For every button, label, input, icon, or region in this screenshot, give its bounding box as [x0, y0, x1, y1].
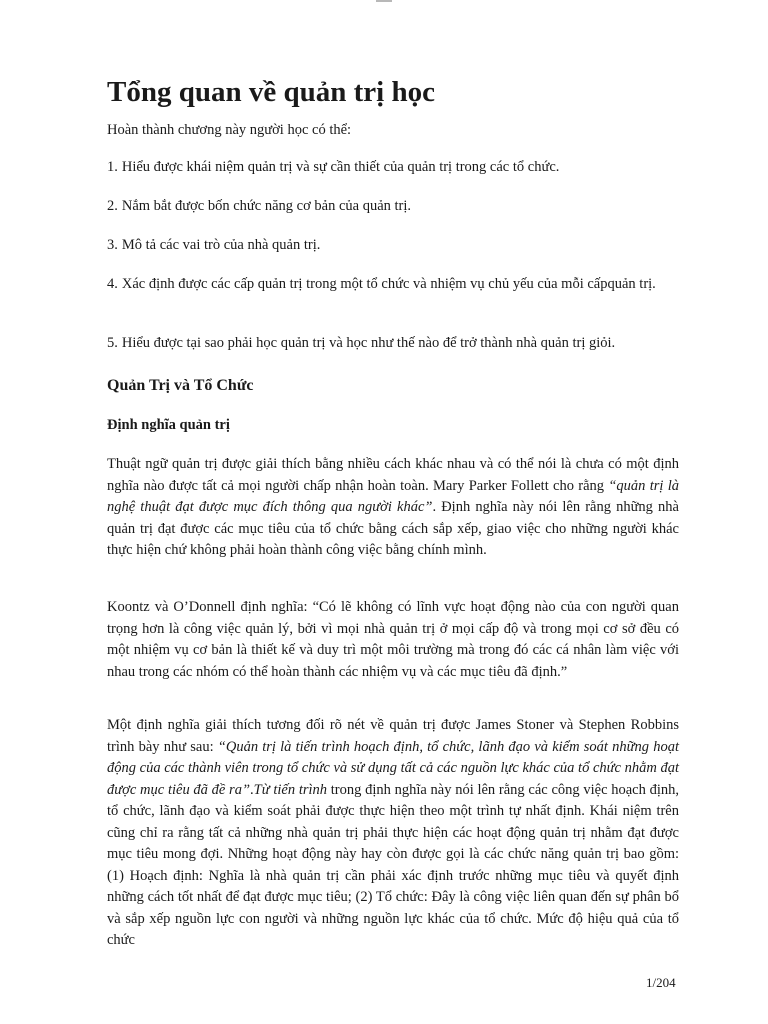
objective-number: 5. — [107, 335, 118, 351]
section-heading: Quản Trị và Tổ Chức — [107, 377, 254, 394]
paragraph-1-text-end: . Định nghĩa này nói lên rằng những nhà quản trị đạt được các mục tiêu của tổ chức bằng cách sắp xếp, giao việc cho những người khác thực hiện chứ không phải hoàn thành công việc bằng chính mình. — [107, 499, 679, 558]
intro-text: Hoàn thành chương này người học có thể: — [107, 122, 352, 138]
paragraph-3-period: . — [250, 781, 254, 798]
subsection-heading: Định nghĩa quản trị — [107, 417, 230, 433]
paragraph-3 — [107, 715, 679, 952]
paragraph-1-quote: “quản trị là nghệ thuật đạt được mục đích thông qua người khác” — [107, 477, 679, 515]
objective-item-3 — [107, 235, 679, 256]
paragraph-1 — [107, 454, 679, 562]
paragraph-3-text-end: trong định nghĩa này nói lên rằng các công việc hoạch định, tổ chức, lãnh đạo và kiểm soát phải được thực hiện theo một trình tự nhất định. Khái niệm trên cũng chỉ ra rằng tất cả những nhà quản trị phải thực hiện các hoạt động quản trị nhằm đạt được mục tiêu mong đợi. Những hoạt động này hay còn được gọi là các chức năng quản trị bao gồm: (1) Hoạch định: Nghĩa là nhà quản trị cần phải xác định trước những mục tiêu và quyết định những cách tốt nhất để đạt được mục tiêu; (2) Tổ chức: Đây là công việc liên quan đến sự phân bổ và sắp xếp nguồn lực con người và những nguồn lực khác của tổ chức. Mức độ hiệu quả của tổ chức — [107, 781, 679, 948]
objective-item-5 — [107, 333, 679, 354]
page-number: 1/204 — [646, 975, 676, 990]
paragraph-3-term: Từ tiến trình — [253, 781, 328, 798]
objective-item-1 — [107, 157, 679, 178]
page-title: Tổng quan về quản trị học — [107, 76, 435, 108]
objective-text: Hiểu được khái niệm quản trị và sự cần thiết của quản trị trong các tổ chức. — [121, 159, 560, 175]
objective-number: 4. — [107, 276, 118, 292]
paragraph-3-text: Một định nghĩa giải thích tương đối rõ nét về quản trị được James Stoner và Stephen Robbins trình bày như sau: — [107, 717, 679, 755]
objective-text: Xác định được các cấp quản trị trong một tổ chức và nhiệm vụ chủ yếu của mỗi cấpquản trị. — [121, 276, 656, 292]
objective-text: Nắm bắt được bốn chức năng cơ bản của quản trị. — [121, 198, 412, 214]
top-edge-mark — [376, 0, 392, 2]
objective-text: Mô tả các vai trò của nhà quản trị. — [121, 237, 321, 253]
objective-number: 2. — [107, 198, 118, 214]
objective-text: Hiểu được tại sao phải học quản trị và học như thế nào để trở thành nhà quản trị giỏi. — [121, 335, 616, 351]
objective-number: 1. — [107, 159, 118, 175]
objective-item-2 — [107, 196, 679, 217]
paragraph-3-quote: “Quản trị là tiến trình hoạch định, tổ chức, lãnh đạo và kiểm soát những hoạt động của các thành viên trong tổ chức và sử dụng tất cả các nguồn lực khác của tổ chức nhằm đạt được mục tiêu đã đề ra” — [107, 738, 679, 798]
objective-number: 3. — [107, 237, 118, 253]
objective-item-4 — [107, 274, 679, 295]
paragraph-2: Koontz và O’Donnell định nghĩa: “Có lẽ không có lĩnh vực hoạt động nào của con người quan trọng hơn là công việc quản lý, bởi vì mọi nhà quản trị ở mọi cấp độ và trong mọi cơ sở đều có một nhiệm vụ cơ bản là thiết kế và duy trì một môi trường mà trong đó các cá nhân làm việc với nhau trong các nhóm có thể hoàn thành các nhiệm vụ và các mục tiêu đã định.” — [107, 599, 679, 680]
paragraph-1-text: Thuật ngữ quản trị được giải thích bằng nhiều cách khác nhau và có thể nói là chưa có một định nghĩa nào được tất cả mọi người chấp nhận hoàn toàn. Mary Parker Follett cho rằng — [107, 456, 679, 494]
